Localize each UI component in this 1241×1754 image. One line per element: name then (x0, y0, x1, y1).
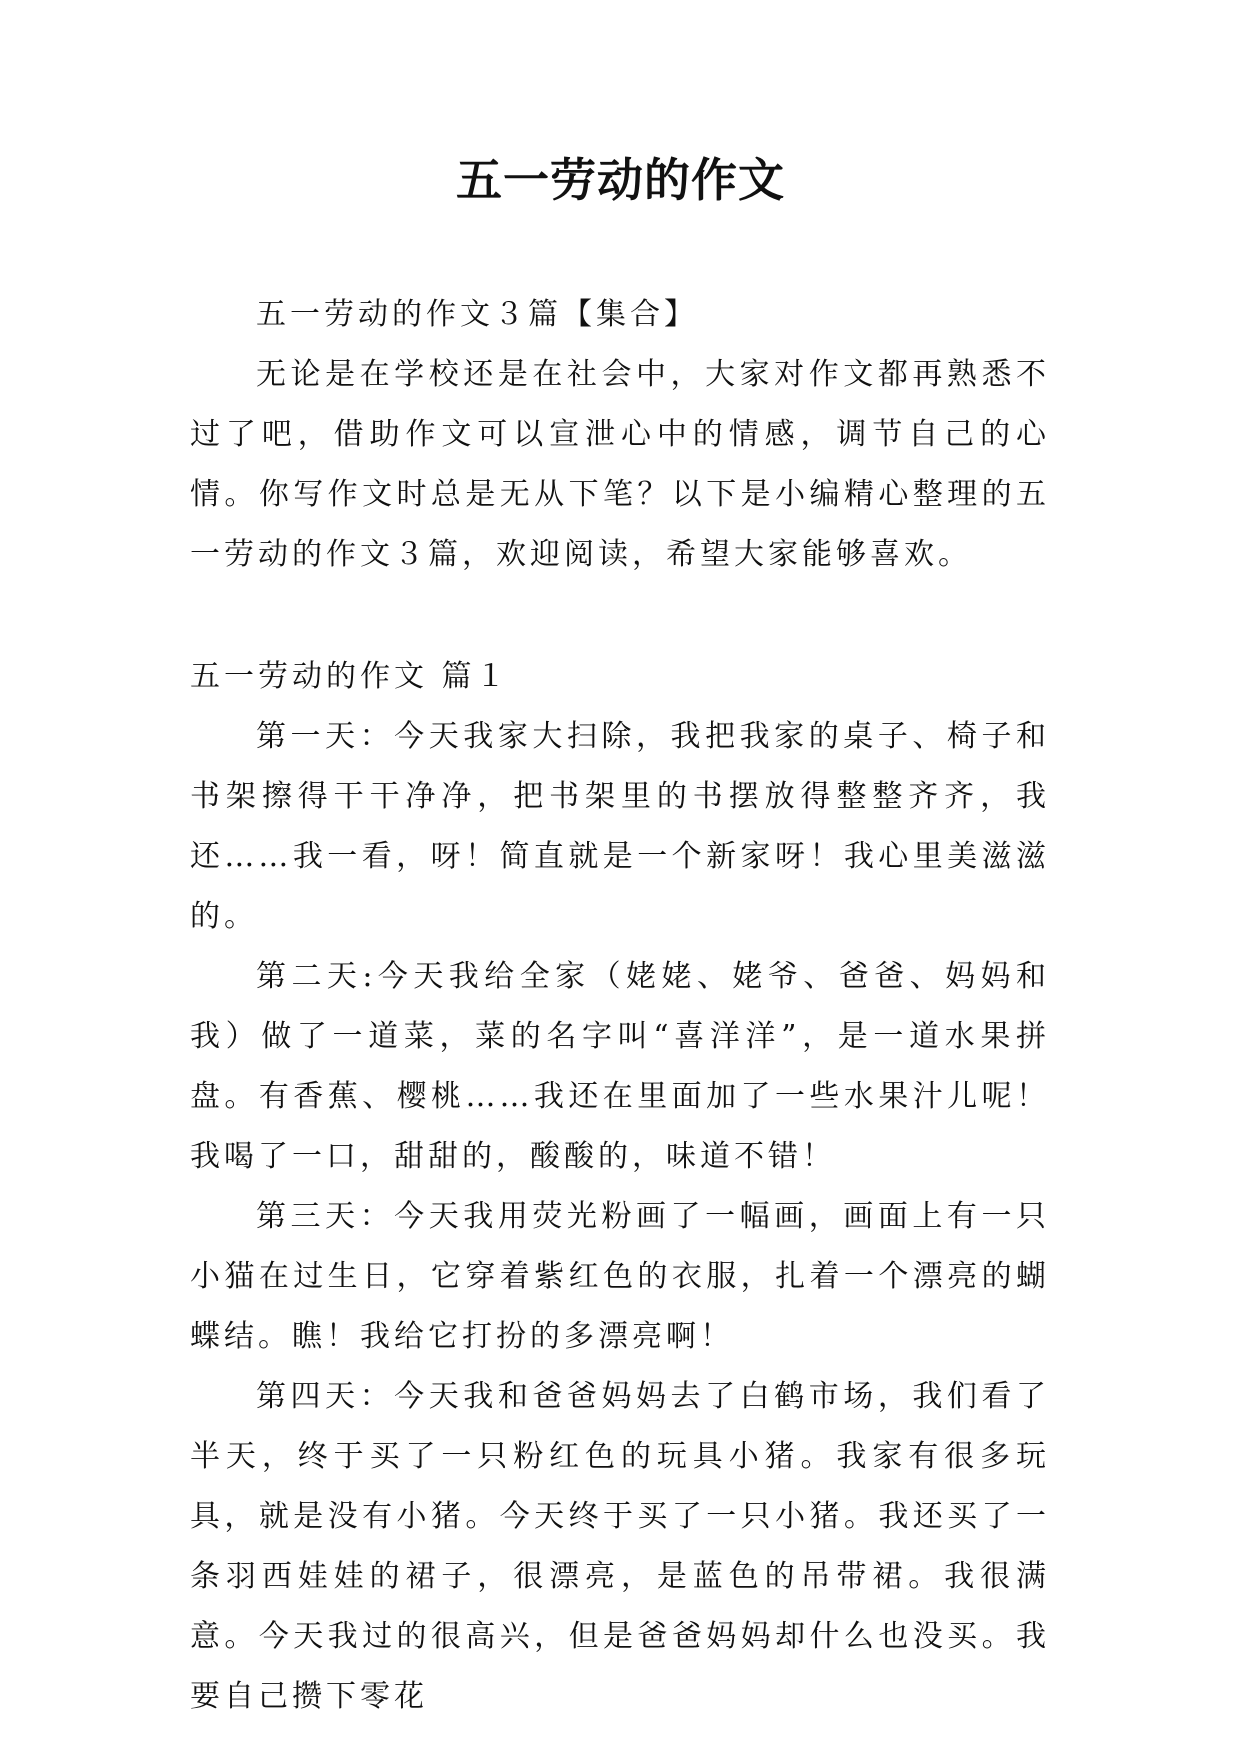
intro-paragraph: 无论是在学校还是在社会中，大家对作文都再熟悉不过了吧，借助作文可以宣泄心中的情感，调节自己的心情。你写作文时总是无从下笔？以下是小编精心整理的五一劳动的作文３篇，欢迎阅读，希望大家能够喜欢。 (190, 357, 1050, 572)
paragraph-day-3: 第三天：今天我用荧光粉画了一幅画，画面上有一只小猫在过生日，它穿着紫红色的衣服，扎着一个漂亮的蝴蝶结。瞧！我给它打扮的多漂亮啊！ (190, 1199, 1050, 1354)
paragraph-day-2: 第二天:今天我给全家（姥姥、姥爷、爸爸、妈妈和我）做了一道菜，菜的名字叫“喜洋洋”，是一道水果拼盘。有香蕉、樱桃……我还在里面加了一些水果汁儿呢！我喝了一口，甜甜的，酸酸的，味道不错！ (190, 959, 1050, 1174)
paragraph-day-4: 第四天：今天我和爸爸妈妈去了白鹤市场，我们看了半天，终于买了一只粉红色的玩具小猪。我家有很多玩具，就是没有小猪。今天终于买了一只小猪。我还买了一条羽西娃娃的裙子，很漂亮，是蓝色的吊带裙。我很满意。今天我过的很高兴，但是爸爸妈妈却什么也没买。我要自己攒下零花 (190, 1379, 1050, 1714)
document-subtitle: 五一劳动的作文３篇【集合】 (256, 297, 698, 332)
document-body (190, 285, 1050, 1727)
section-heading: 五一劳动的作文 篇１ (190, 659, 510, 694)
paragraph-day-1: 第一天：今天我家大扫除，我把我家的桌子、椅子和书架擦得干干净净，把书架里的书摆放得整整齐齐，我还……我一看，呀！简直就是一个新家呀！我心里美滋滋的。 (190, 719, 1050, 934)
document-title: 五一劳动的作文 (456, 153, 785, 207)
